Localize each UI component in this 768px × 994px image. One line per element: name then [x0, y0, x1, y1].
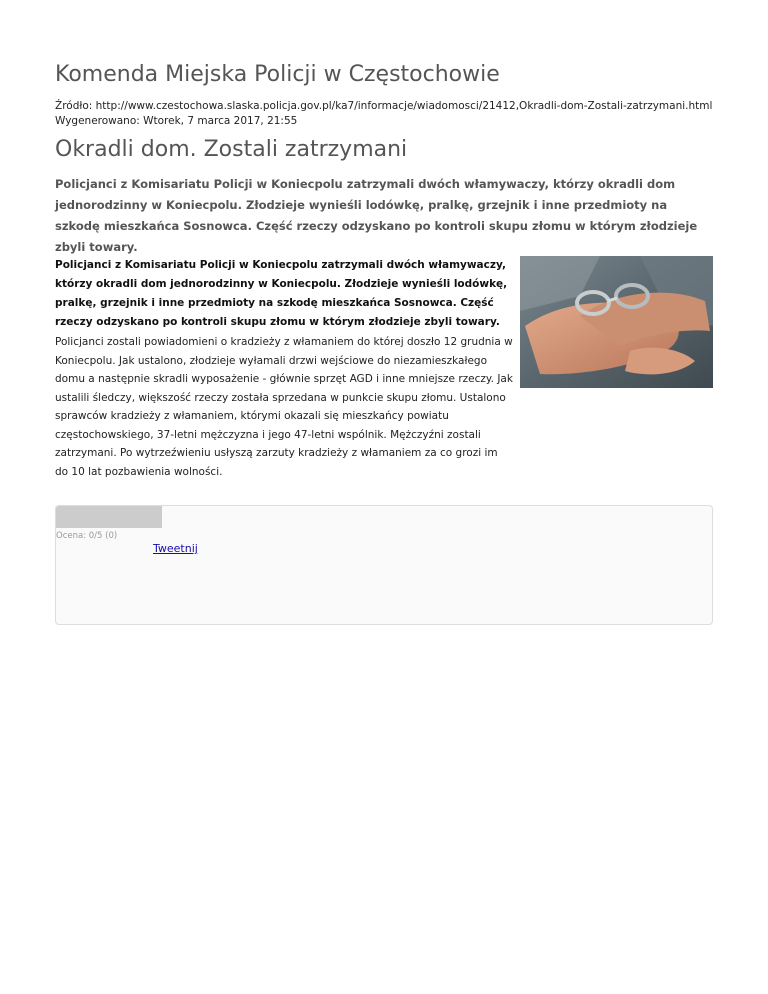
meta-info	[55, 99, 712, 129]
article-body-paragraph: Policjanci zostali powiadomieni o kradzieży z włamaniem do której doszło 12 grudnia w Koniecpolu. Jak ustalono, złodzieje wyłamali drzwi wejściowe do niezamieszkałego domu a następnie skradli wyposażenie - głównie sprzęt AGD i inne mniejsze rzeczy. Jak ustalili śledczy, większość rzeczy została sprzedana w punkcie skupu złomu. Ustalono sprawców kradzieży z włamaniem, którymi okazali się mieszkańcy powiatu częstochowskiego, 37-letni mężczyzna i jego 47-letni wspólnik. Mężczyźni zostali zatrzymani. Po wytrzeźwieniu usłyszą zarzuty kradzieży z włamaniem za co grozi im do 10 lat pozbawienia wolności.	[55, 336, 513, 478]
tweet-link[interactable]: Tweetnij	[153, 542, 198, 555]
rating-stars-bar[interactable]	[56, 506, 162, 528]
article-bold-paragraph: Policjanci z Komisariatu Policji w Koniecpolu zatrzymali dwóch włamywaczy, którzy okradli dom jednorodzinny w Koniecpolu. Złodzieje wynieśli lodówkę, pralkę, grzejnik i inne przedmioty na szkodę mieszkańca Sosnowca. Część rzeczy odzyskano po kontroli skupu złomu w którym złodzieje zbyli towary.	[55, 259, 508, 328]
source-line: Źródło: http://www.czestochowa.slaska.policja.gov.pl/ka7/informacje/wiadomosci/21412,Okradli-dom-Zostali-zatrzymani.html	[55, 100, 713, 112]
article-photo-handcuffs	[520, 256, 713, 388]
rating-label: Ocena: 0/5 (0)	[56, 531, 118, 541]
site-title: Komenda Miejska Policji w Częstochowie	[55, 62, 500, 87]
article-lead: Policjanci z Komisariatu Policji w Koniecpolu zatrzymali dwóch włamywaczy, którzy okradli dom jednorodzinny w Koniecpolu. Złodzieje wynieśli lodówkę, pralkę, grzejnik i inne przedmioty na szkodę mieszkańca Sosnowca. Część rzeczy odzyskano po kontroli skupu złomu w którym złodzieje zbyli towary.	[55, 177, 698, 254]
rating-box	[55, 505, 713, 625]
article-title: Okradli dom. Zostali zatrzymani	[55, 137, 408, 162]
generated-line: Wygenerowano: Wtorek, 7 marca 2017, 21:55	[55, 115, 298, 127]
